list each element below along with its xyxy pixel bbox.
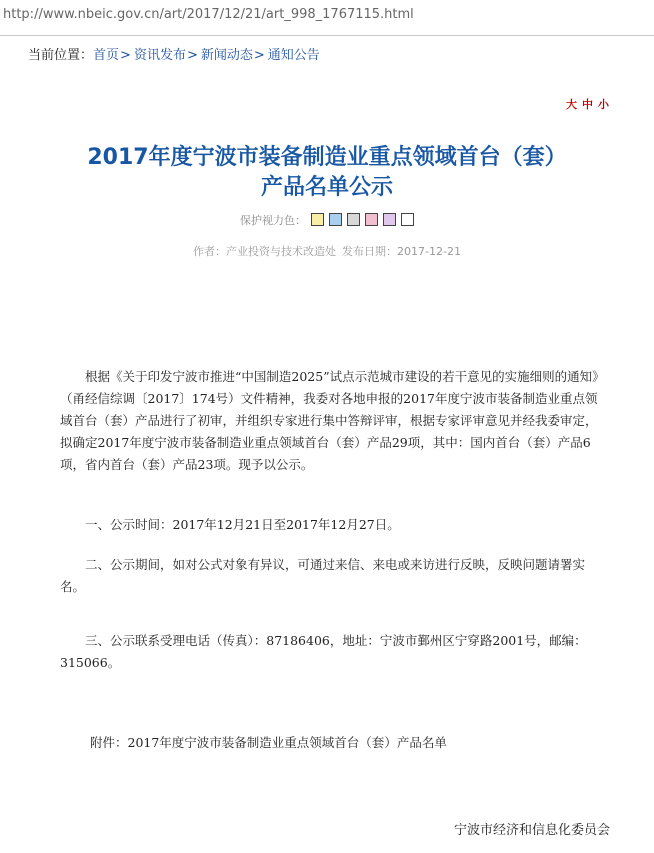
breadcrumb-separator: > — [186, 48, 198, 63]
swatch-pink[interactable] — [365, 213, 378, 226]
font-size-medium[interactable]: 中 — [582, 98, 596, 111]
eye-care-color-picker — [0, 212, 654, 228]
breadcrumb-home[interactable]: 首页 — [93, 48, 120, 63]
breadcrumb-label: 当前位置： — [28, 48, 94, 63]
attachment-link[interactable]: 附件：2017年度宁波市装备制造业重点领域首台（套）产品名单 — [90, 735, 447, 750]
breadcrumb-separator: > — [253, 48, 265, 63]
publish-date: 2017-12-21 — [397, 245, 461, 258]
article-meta — [0, 243, 654, 259]
swatch-blue[interactable] — [329, 213, 342, 226]
swatch-yellow[interactable] — [311, 213, 324, 226]
paragraph-period: 一、公示时间：2017年12月21日至2017年12月27日。 — [85, 517, 400, 532]
eye-care-label: 保护视力色： — [240, 214, 306, 227]
swatch-purple[interactable] — [383, 213, 396, 226]
article-body — [60, 366, 608, 702]
breadcrumb-news-release[interactable]: 资讯发布 — [133, 48, 186, 63]
swatch-white[interactable] — [401, 213, 414, 226]
breadcrumb — [28, 44, 320, 63]
font-size-large[interactable]: 大 — [566, 98, 580, 111]
author-name: 产业投资与技术改造处 — [226, 245, 337, 258]
address-bar[interactable] — [0, 0, 654, 36]
font-size-small[interactable]: 小 — [598, 98, 612, 111]
font-size-switcher — [564, 96, 612, 112]
breadcrumb-separator: > — [120, 48, 131, 63]
breadcrumb-news[interactable]: 新闻动态 — [200, 48, 253, 63]
paragraph-objection: 二、公示期间，如对公式对象有异议，可通过来信、来电或来访进行反映，反映问题请署实名。 — [60, 557, 586, 594]
swatch-gray[interactable] — [347, 213, 360, 226]
article-title-line2: 产品名单公示 — [260, 175, 393, 200]
article-title-line1: 2017年度宁波市装备制造业重点领域首台（套） — [87, 145, 567, 170]
article-title — [20, 143, 634, 203]
url-text: http://www.nbeic.gov.cn/art/2017/12/21/art_998_1767115.html — [3, 7, 414, 22]
signature: 宁波市经济和信息化委员会 — [453, 823, 610, 838]
paragraph-intro: 根据《关于印发宁波市推进“中国制造2025”试点示范城市建设的若干意见的实施细则的通知》（甬经信综调〔2017〕174号）文件精神，我委对各地申报的2017年度宁波市装备制造业重点领域首台（套）产品进行了初审，并组织专家进行集中答辩评审，根据专家评审意见并经我委审定，拟确定2017年度宁波市装备制造业重点领域首台（套）产品29项，其中：国内首台（套）产品6项，省内首台（套）产品23项。现予以公示。 — [60, 369, 605, 472]
author-label: 作者： — [193, 245, 227, 258]
paragraph-contact: 三、公示联系受理电话（传真）：87186406，地址：宁波市鄞州区宁穿路2001号，邮编：315066。 — [60, 633, 587, 670]
date-label: 发布日期： — [342, 245, 398, 258]
breadcrumb-notices[interactable]: 通知公告 — [267, 48, 320, 63]
